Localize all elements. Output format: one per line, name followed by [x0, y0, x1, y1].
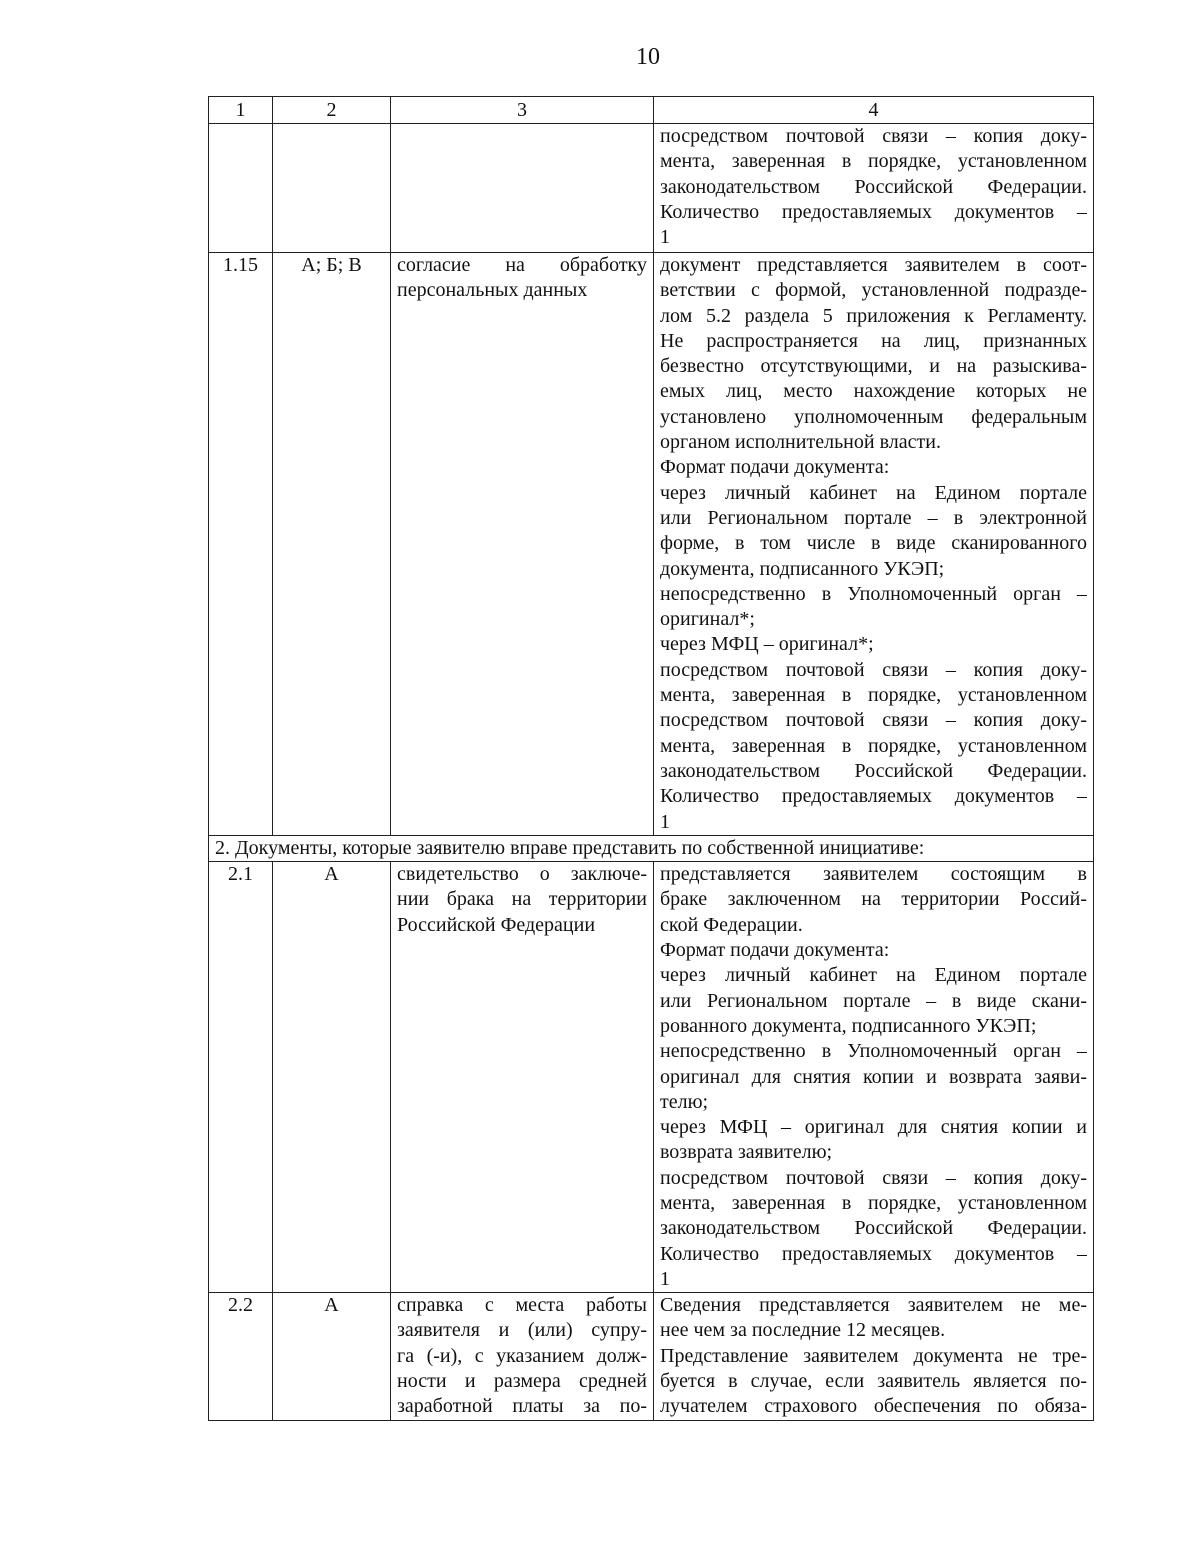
text-line: 1	[660, 226, 670, 249]
document-name	[391, 862, 654, 1293]
text-line: законодательством Российской Федерации.	[660, 759, 1087, 782]
text-line: безвестно отсутствующими, и на разыскива-	[660, 355, 1087, 378]
document-name-cell	[391, 124, 654, 253]
text-line: 1	[660, 810, 670, 833]
text-line: 1	[660, 1267, 670, 1290]
text-line: через личный кабинет на Едином портале	[660, 964, 1087, 987]
text-line: Сведения представляется заявителем не ме-	[660, 1294, 1087, 1317]
text-line: форме, в том числе в виде сканированного	[660, 532, 1087, 555]
row-number-cell	[209, 124, 273, 253]
text-line: нее чем за последние 12 месяцев.	[660, 1319, 946, 1342]
text-line: мента, заверенная в порядке, установленном	[660, 150, 1087, 173]
text-line: Количество предоставляемых документов –	[660, 1242, 1087, 1265]
text-line: заработной платы за по-	[397, 1395, 647, 1418]
text-line: Формат подачи документа:	[660, 456, 890, 479]
text-line: непосредственно в Уполномоченный орган –	[660, 582, 1087, 605]
text-line: га (-и), с указанием долж-	[397, 1344, 647, 1367]
text-line: лучателем страхового обеспечения по обяза-	[660, 1395, 1087, 1418]
text-line: посредством почтовой связи – копия доку-	[660, 658, 1087, 681]
text-line: нии брака на территории	[397, 888, 647, 911]
text-line: Количество предоставляемых документов –	[660, 785, 1087, 808]
page-number: 10	[636, 44, 660, 70]
text-line: органом исполнительной власти.	[660, 431, 941, 454]
text-line: свидетельство о заключе-	[397, 863, 647, 886]
text-line: буется в случае, если заявитель является по-	[660, 1370, 1087, 1393]
text-line: ности и размера средней	[397, 1370, 647, 1393]
text-line: браке заключенном на территории Россий-	[660, 888, 1087, 911]
text-line: через МФЦ – оригинал*;	[660, 633, 874, 656]
text-line: мента, заверенная в порядке, установленном	[660, 1191, 1087, 1214]
text-line: Представление заявителем документа не тре-	[660, 1344, 1087, 1367]
document-description	[654, 1293, 1094, 1420]
text-line: персональных данных	[397, 279, 588, 302]
section-heading: 2. Документы, которые заявителю вправе представить по собственной инициативе:	[209, 835, 1094, 861]
text-line: установлено уполномоченным федеральным	[660, 405, 1087, 428]
column-header-1: 1	[209, 97, 273, 124]
table-row-continuation	[209, 124, 1094, 253]
text-line: документ представляется заявителем в соот-	[660, 254, 1087, 276]
category-cell	[273, 124, 391, 253]
text-line: через личный кабинет на Едином портале	[660, 481, 1087, 504]
text-line: посредством почтовой связи – копия доку-	[660, 125, 1087, 147]
text-line: мента, заверенная в порядке, установленном	[660, 684, 1087, 707]
applicant-category: А	[273, 1293, 391, 1420]
text-line: через МФЦ – оригинал для снятия копии и	[660, 1116, 1087, 1139]
text-line: законодательством Российской Федерации.	[660, 175, 1087, 198]
text-line: емых лиц, место нахождение которых не	[660, 380, 1087, 403]
table-row	[209, 253, 1094, 836]
text-line: возврата заявителю;	[660, 1141, 833, 1164]
text-line: лом 5.2 раздела 5 приложения к Регламенту.	[660, 304, 1087, 327]
table-row	[209, 1293, 1094, 1420]
text-line: представляется заявителем состоящим в	[660, 863, 1087, 886]
applicant-category: А; Б; В	[273, 253, 391, 836]
text-line: ской Федерации.	[660, 913, 803, 936]
text-line: посредством почтовой связи – копия доку-	[660, 709, 1087, 732]
column-header-3: 3	[391, 97, 654, 124]
text-line: рованного документа, подписанного УКЭП;	[660, 1014, 1037, 1037]
text-line: Формат подачи документа:	[660, 939, 890, 962]
text-line: документа, подписанного УКЭП;	[660, 557, 945, 580]
applicant-category: А	[273, 862, 391, 1293]
text-line: справка с места работы	[397, 1294, 647, 1317]
document-name	[391, 1293, 654, 1420]
table-row	[209, 862, 1094, 1293]
column-header-2: 2	[273, 97, 391, 124]
section-heading-row	[209, 835, 1094, 861]
text-line: мента, заверенная в порядке, установленном	[660, 734, 1087, 757]
column-header-4: 4	[654, 97, 1094, 124]
text-line: непосредственно в Уполномоченный орган –	[660, 1040, 1087, 1063]
document-description	[654, 253, 1094, 836]
table-header-row	[209, 97, 1094, 124]
text-line: Количество предоставляемых документов –	[660, 200, 1087, 223]
text-line: заявителя и (или) супру-	[397, 1319, 647, 1342]
text-line: законодательством Российской Федерации.	[660, 1217, 1087, 1240]
text-line: согласие на обработку	[397, 254, 647, 276]
row-number: 2.2	[209, 1293, 273, 1420]
description-cell	[654, 124, 1094, 253]
text-line: оригинал для снятия копии и возврата заяви-	[660, 1065, 1087, 1088]
text-line: оригинал*;	[660, 608, 755, 631]
row-number: 2.1	[209, 862, 273, 1293]
text-line: Российской Федерации	[397, 913, 596, 936]
document-description	[654, 862, 1094, 1293]
text-line: телю;	[660, 1090, 709, 1113]
text-line: Не распространяется на лиц, признанных	[660, 329, 1087, 352]
documents-table	[208, 96, 1094, 1421]
text-line: посредством почтовой связи – копия доку-	[660, 1166, 1087, 1189]
text-line: или Региональном портале – в электронной	[660, 506, 1087, 529]
row-number: 1.15	[209, 253, 273, 836]
document-name	[391, 253, 654, 836]
text-line: или Региональном портале – в виде скани-	[660, 989, 1087, 1012]
text-line: ветствии с формой, установленной подразде-	[660, 279, 1087, 302]
